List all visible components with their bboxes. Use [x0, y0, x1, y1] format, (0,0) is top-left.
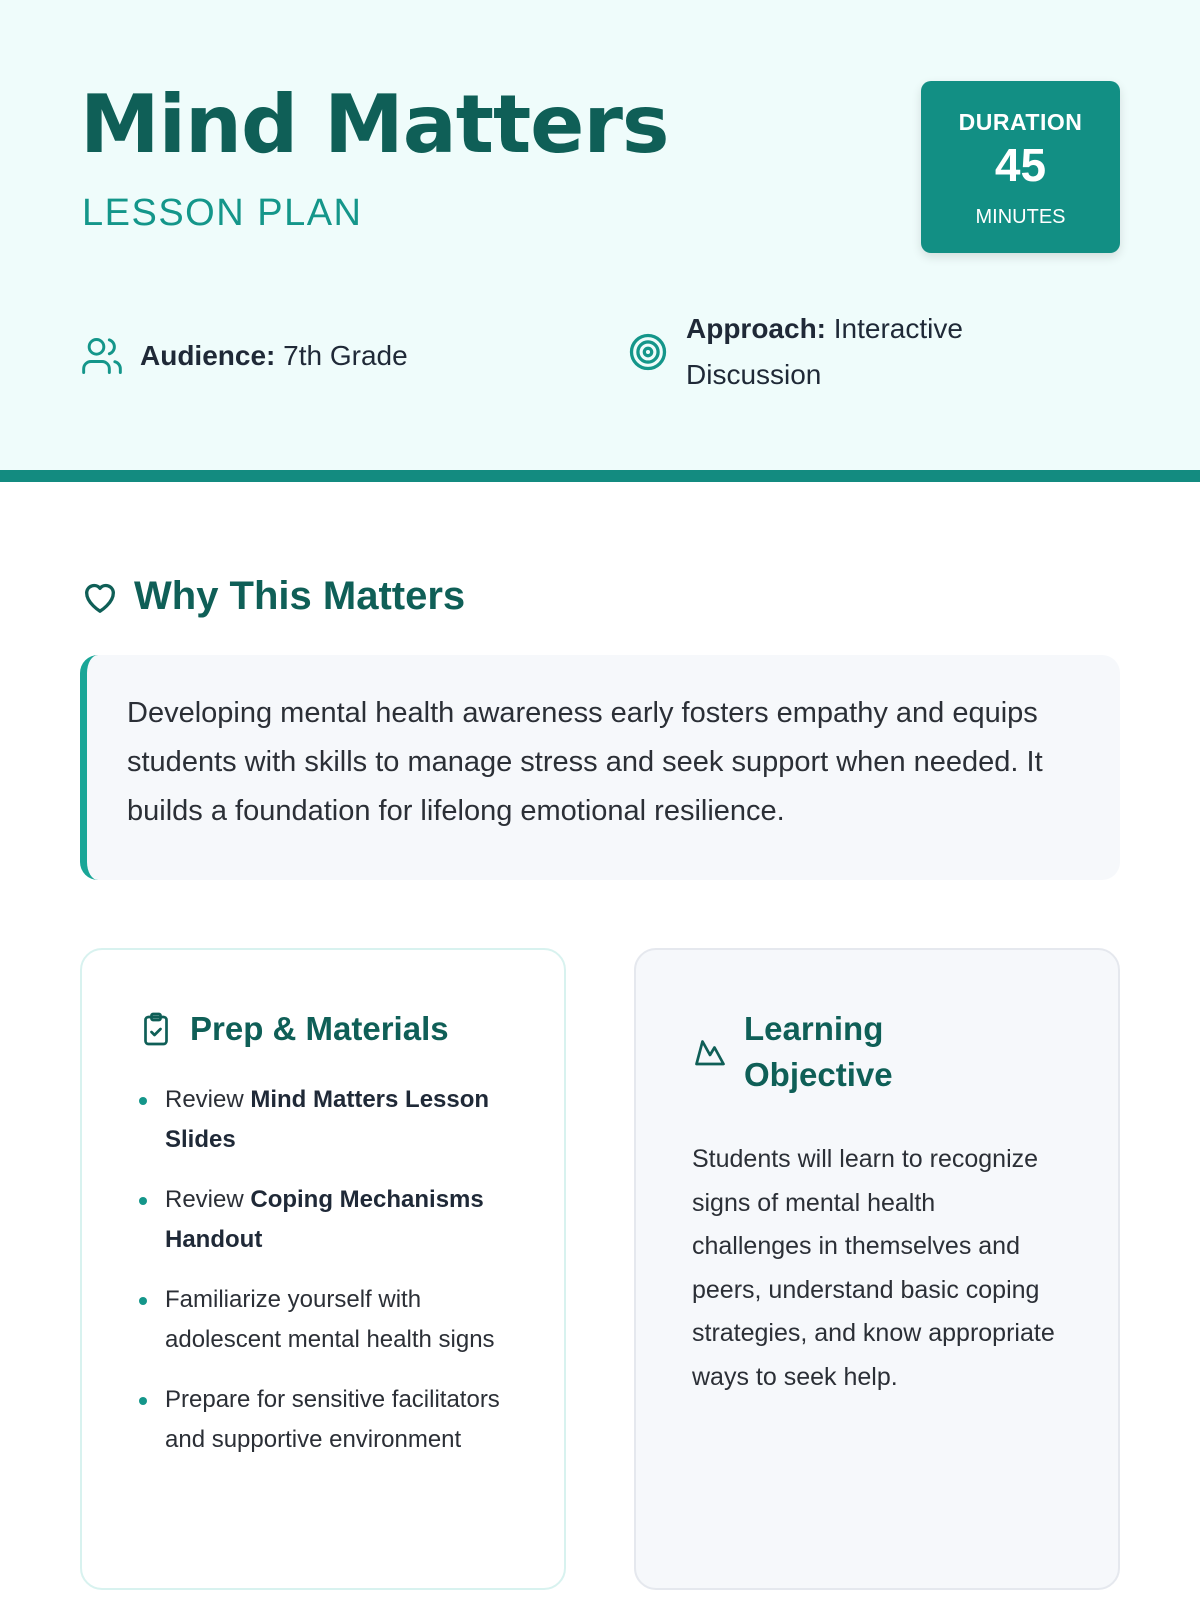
target-icon: [626, 330, 670, 374]
approach-label: Approach:: [686, 313, 826, 344]
objective-text: Students will learn to recognize signs of mental health challenges in themselves and peers, understand basic coping strategies, and know appropriate ways to seek help.: [692, 1145, 1055, 1391]
prep-item-resource: Mind Matters Lesson Slides: [165, 1086, 490, 1153]
prep-item-text: Review: [165, 1186, 251, 1213]
duration-label: DURATION: [958, 109, 1083, 135]
why-section-heading: [80, 574, 465, 619]
prep-heading-row: [138, 1006, 514, 1052]
prep-list-item: [138, 1180, 514, 1260]
page-subtitle: LESSON PLAN: [82, 192, 363, 234]
objective-heading: Learning Objective: [744, 1010, 893, 1093]
mountain-icon: [692, 1034, 728, 1070]
prep-list-item: [138, 1380, 514, 1460]
prep-item-resource: Coping Mechanisms Handout: [165, 1186, 484, 1253]
why-text: Developing mental health awareness early fosters empathy and equips students with skills to manage stress and seek support when needed. It builds a foundation for lifelong emotional resilience.: [127, 697, 1043, 827]
duration-value: 45: [994, 139, 1047, 191]
approach-value: Interactive Discussion: [686, 313, 963, 390]
why-text-box: [80, 655, 1120, 880]
prep-list-item: [138, 1280, 514, 1360]
users-icon: [80, 334, 124, 378]
objective-heading-row: [692, 1006, 1068, 1098]
approach-info: [626, 306, 1026, 398]
prep-item-text: Familiarize yourself with adolescent mental health signs: [165, 1286, 495, 1353]
duration-badge: [921, 81, 1120, 253]
clipboard-check-icon: [138, 1011, 174, 1047]
duration-unit: MINUTES: [975, 206, 1066, 228]
prep-item-text: Review: [165, 1086, 251, 1113]
audience-value: 7th Grade: [283, 340, 408, 371]
page-title: Mind Matters: [80, 78, 669, 171]
prep-materials-card: [80, 948, 566, 1590]
audience-info: [80, 333, 408, 379]
prep-item-text: Prepare for sensitive facilitators and supportive environment: [165, 1386, 500, 1453]
prep-list-item: [138, 1080, 514, 1160]
lesson-header: [0, 0, 1200, 482]
why-heading: Why This Matters: [134, 574, 466, 618]
learning-objective-card: [634, 948, 1120, 1590]
prep-heading: Prep & Materials: [190, 1010, 449, 1047]
audience-label: Audience:: [140, 340, 276, 371]
prep-list: [138, 1080, 514, 1460]
heart-icon: [80, 577, 120, 617]
